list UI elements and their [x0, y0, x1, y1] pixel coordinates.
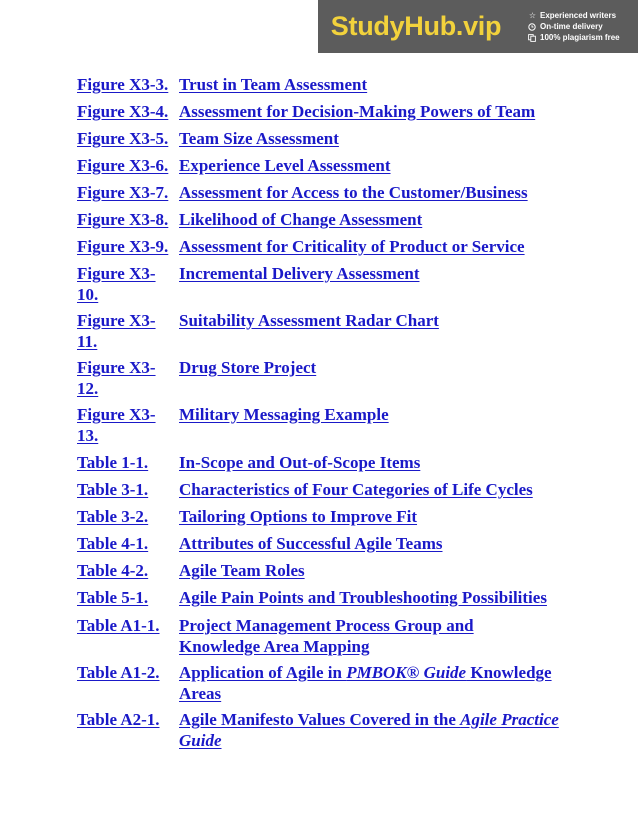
- entry-title-link[interactable]: Incremental Delivery Assessment: [179, 264, 420, 283]
- toc-entry[interactable]: [77, 210, 564, 231]
- entry-number-link[interactable]: Table A1-2.: [77, 663, 160, 682]
- entry-title-link[interactable]: Assessment for Decision-Making Powers of Team: [179, 102, 536, 121]
- toc-entry[interactable]: [77, 588, 564, 609]
- toc-entry[interactable]: [77, 507, 564, 528]
- toc-entry[interactable]: [77, 358, 564, 399]
- entry-number-link[interactable]: Figure X3-6.: [77, 156, 169, 175]
- entry-title-link[interactable]: Drug Store Project: [179, 358, 317, 377]
- entry-number-link[interactable]: Table A1-1.: [77, 616, 160, 635]
- entry-title-link[interactable]: Assessment for Access to the Customer/Business: [179, 183, 528, 202]
- star-icon: ☆: [528, 11, 537, 20]
- entry-number-link[interactable]: Figure X3-3.: [77, 75, 169, 94]
- entry-title-link[interactable]: Suitability Assessment Radar Chart: [179, 311, 439, 330]
- entry-title-link[interactable]: Attributes of Successful Agile Teams: [179, 534, 443, 553]
- feature-item: [528, 33, 638, 42]
- entry-number-link[interactable]: Table 5-1.: [77, 588, 149, 607]
- entry-number-link[interactable]: Table A2-1.: [77, 710, 160, 729]
- studyhub-logo[interactable]: StudyHub.vip: [330, 11, 502, 41]
- entry-title-link[interactable]: [179, 663, 564, 704]
- entry-title-link[interactable]: Likelihood of Change Assessment: [179, 210, 423, 229]
- toc-entry[interactable]: [77, 183, 564, 204]
- feature-list: [514, 0, 638, 53]
- feature-text: 100% plagiarism free: [540, 33, 620, 42]
- entry-number-link[interactable]: [77, 264, 179, 305]
- toc-entry[interactable]: [77, 453, 564, 474]
- toc-entry[interactable]: [77, 264, 564, 305]
- entry-title-part: Knowledge Areas: [179, 663, 552, 703]
- entry-title-line: Project Management Process Group and: [179, 616, 474, 635]
- entry-number-link[interactable]: Figure X3-5.: [77, 129, 169, 148]
- toc-entry[interactable]: [77, 561, 564, 582]
- entry-title-link[interactable]: [179, 616, 564, 657]
- entry-number-line: 12.: [77, 378, 99, 398]
- entry-number-link[interactable]: Table 3-1.: [77, 480, 149, 499]
- toc-entry[interactable]: [77, 616, 564, 657]
- entry-title-link[interactable]: Agile Pain Points and Troubleshooting Possibilities: [179, 588, 547, 607]
- entry-number-line: Figure X3-: [77, 311, 156, 330]
- entry-number-line: Figure X3-: [77, 264, 156, 283]
- entry-title-link[interactable]: Tailoring Options to Improve Fit: [179, 507, 418, 526]
- feature-item: [528, 22, 638, 31]
- toc-entry[interactable]: [77, 710, 564, 751]
- entry-number-link[interactable]: Table 4-2.: [77, 561, 149, 580]
- entry-number-link[interactable]: Figure X3-8.: [77, 210, 169, 229]
- entry-number-link[interactable]: Table 1-1.: [77, 453, 149, 472]
- clock-icon: [528, 23, 537, 31]
- entry-title-link[interactable]: Agile Team Roles: [179, 561, 305, 580]
- entry-number-line: 11.: [77, 331, 98, 351]
- toc-entry[interactable]: [77, 480, 564, 501]
- entry-title-link[interactable]: [179, 710, 564, 751]
- toc-entry[interactable]: [77, 534, 564, 555]
- feature-item: [528, 11, 638, 20]
- toc-entry[interactable]: [77, 75, 564, 96]
- entry-title-part: Agile Manifesto Values Covered in the: [179, 710, 461, 729]
- entry-title-link[interactable]: Characteristics of Four Categories of Life Cycles: [179, 480, 533, 499]
- ad-banner[interactable]: [318, 0, 638, 53]
- toc-entry[interactable]: [77, 311, 564, 352]
- feature-text: On-time delivery: [540, 22, 603, 31]
- toc-entry[interactable]: [77, 129, 564, 150]
- toc-entry[interactable]: [77, 405, 564, 446]
- toc-entry[interactable]: [77, 237, 564, 258]
- entry-title-line: Knowledge Area Mapping: [179, 636, 370, 656]
- entry-title-link[interactable]: Military Messaging Example: [179, 405, 389, 424]
- toc-entry[interactable]: [77, 102, 564, 123]
- copy-icon: [528, 34, 537, 42]
- entry-number-line: 10.: [77, 284, 99, 304]
- entry-number-link[interactable]: Table 3-2.: [77, 507, 149, 526]
- entry-title-link[interactable]: Trust in Team Assessment: [179, 75, 368, 94]
- feature-text: Experienced writers: [540, 11, 617, 20]
- entry-title-link[interactable]: Team Size Assessment: [179, 129, 339, 148]
- entry-title-italic: Agile Practice Guide: [179, 710, 559, 750]
- entry-number-link[interactable]: [77, 405, 179, 446]
- entry-title-link[interactable]: In-Scope and Out-of-Scope Items: [179, 453, 421, 472]
- entry-number-link[interactable]: [77, 311, 179, 352]
- entry-number-link[interactable]: Figure X3-7.: [77, 183, 169, 202]
- entry-title-link[interactable]: Assessment for Criticality of Product or Service: [179, 237, 525, 256]
- entry-title-part: Application of Agile in: [179, 663, 347, 682]
- entry-number-line: Figure X3-: [77, 358, 156, 377]
- entry-number-link[interactable]: [77, 358, 179, 399]
- entry-title-link[interactable]: Experience Level Assessment: [179, 156, 391, 175]
- entry-number-link[interactable]: Figure X3-9.: [77, 237, 169, 256]
- toc-entry[interactable]: [77, 663, 564, 704]
- entry-number-line: 13.: [77, 425, 99, 445]
- toc-entry[interactable]: [77, 156, 564, 177]
- entry-number-line: Figure X3-: [77, 405, 156, 424]
- entry-number-link[interactable]: Table 4-1.: [77, 534, 149, 553]
- entry-title-italic: PMBOK® Guide: [346, 663, 467, 682]
- entry-number-link[interactable]: Figure X3-4.: [77, 102, 169, 121]
